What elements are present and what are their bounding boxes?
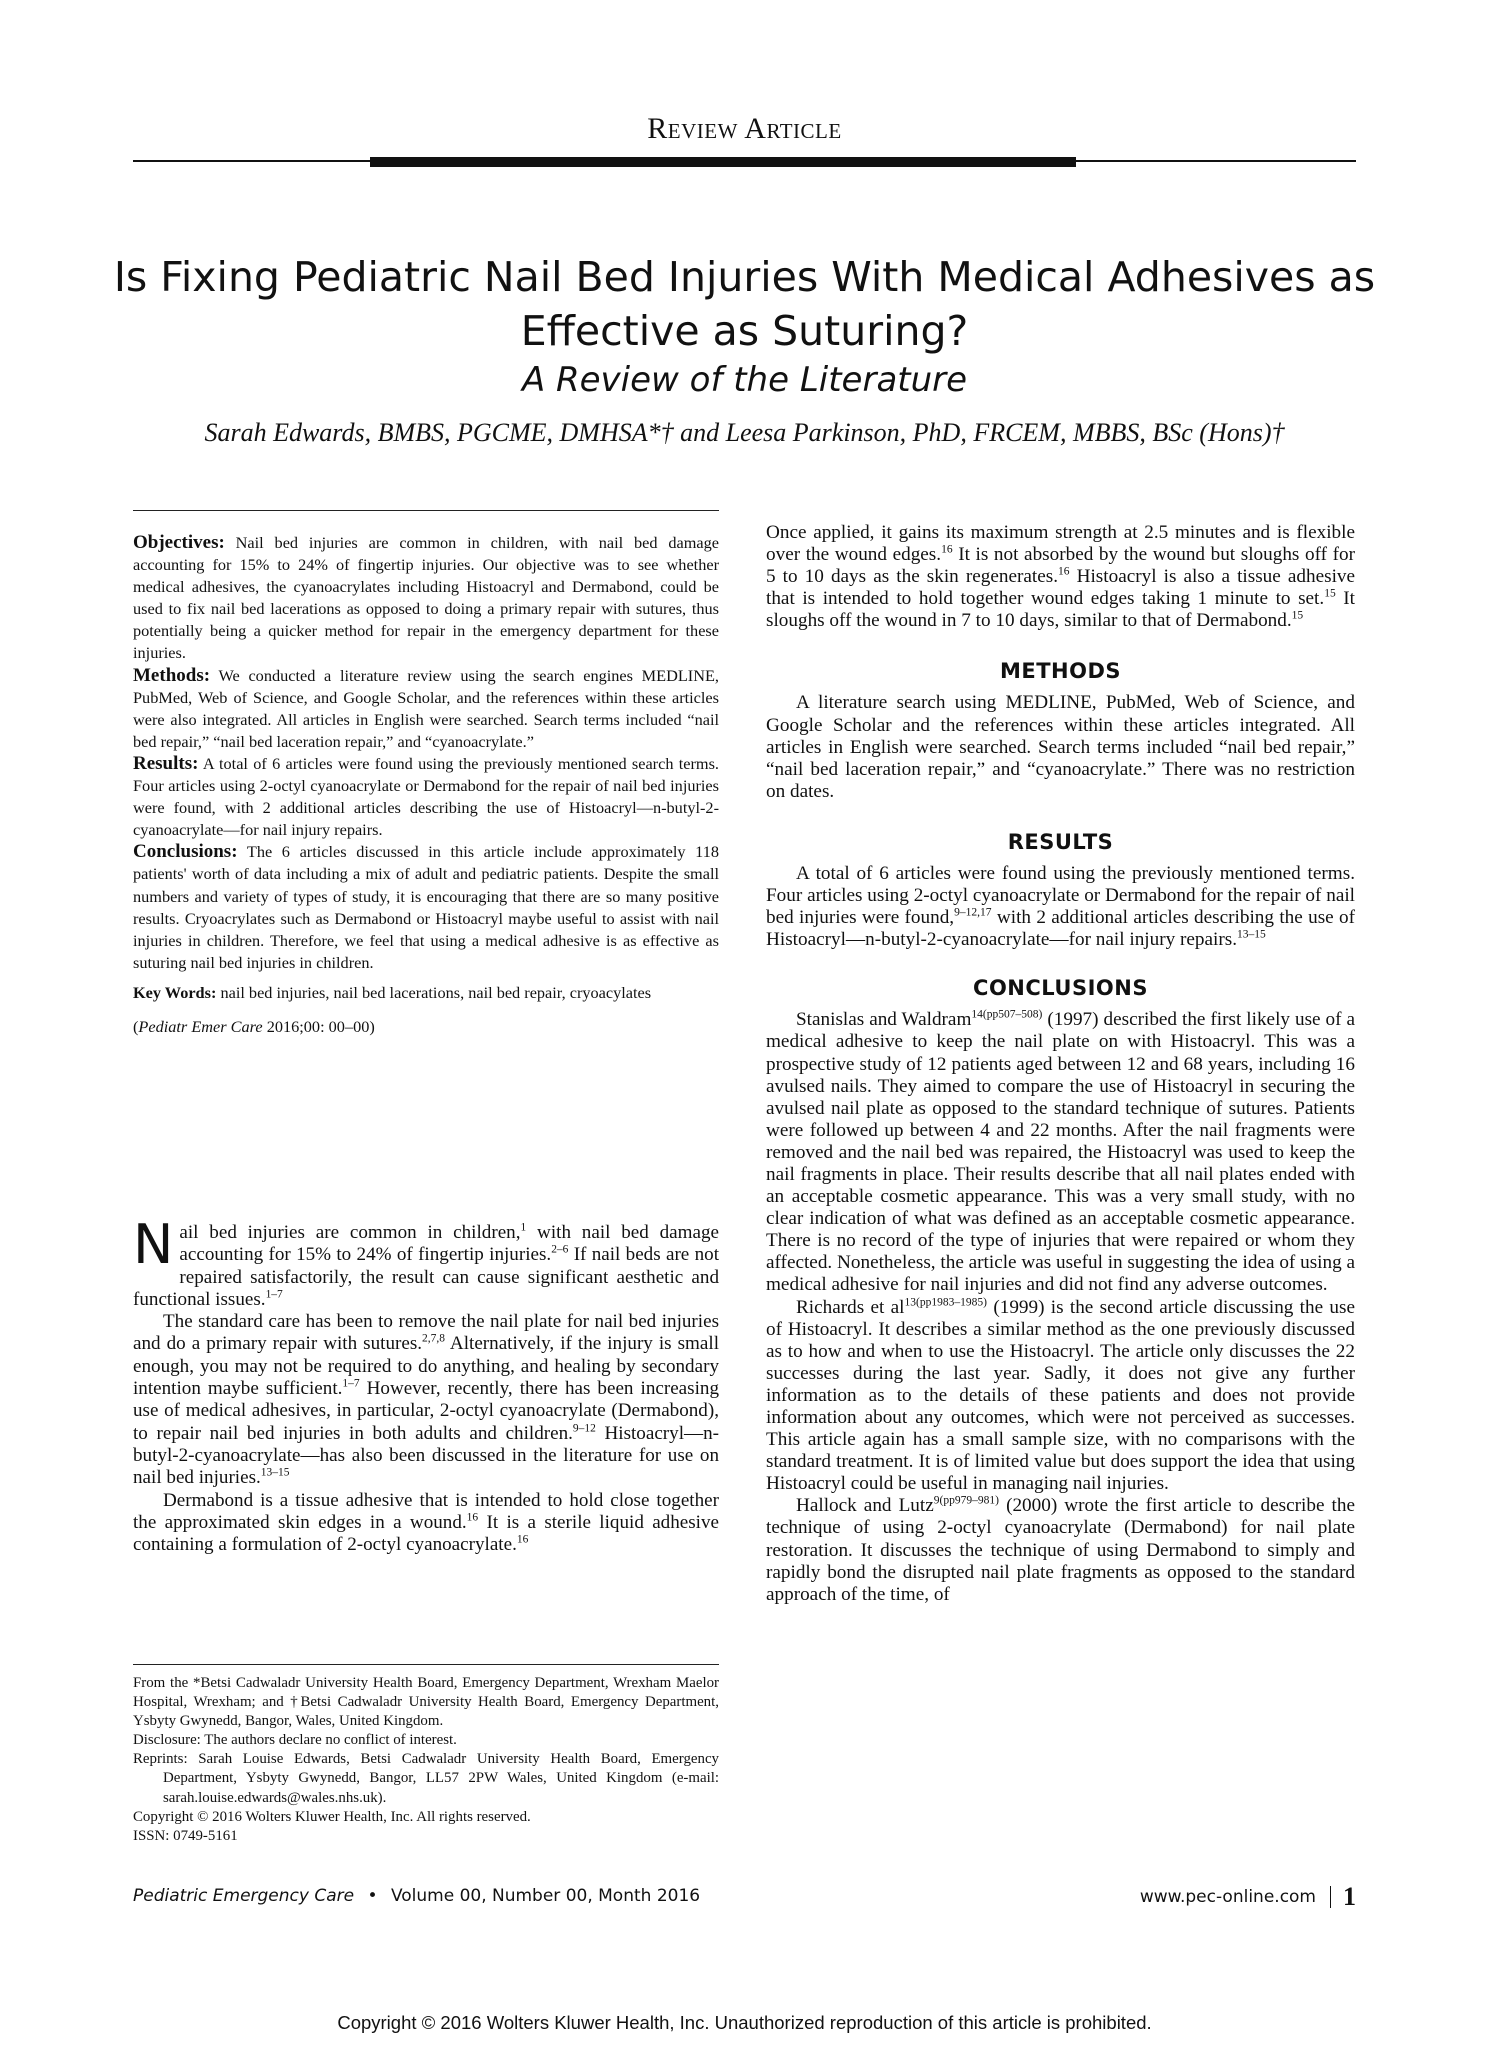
citation-ref: 13–15 <box>1237 928 1266 941</box>
citation-ref: 2,7,8 <box>422 1333 445 1346</box>
footnote-copyright: Copyright © 2016 Wolters Kluwer Health, Inc. All rights reserved. <box>133 1808 531 1825</box>
citation-ref: 16 <box>466 1511 479 1524</box>
footer-bullet: • <box>367 1886 378 1906</box>
body-paragraph <box>133 1490 719 1557</box>
abstract-results <box>133 753 719 841</box>
article-subtitle: A Review of the Literature <box>521 360 968 400</box>
footer-journal-info <box>133 1886 700 1906</box>
journal-issue: Volume 00, Number 00, Month 2016 <box>390 1886 701 1906</box>
body-paragraph <box>766 1495 1355 1605</box>
body-paragraph <box>766 863 1355 951</box>
footnotes <box>133 1674 719 1846</box>
footnote-affiliations: From the *Betsi Cadwaladr University Health Board, Emergency Department, Wrexham Maelor Hospital, Wrexham; and †Betsi Cadwaladr University Health Board, Emergency Department, Ysbyty Gwynedd, Bangor, Wales, United Kingdom. <box>133 1675 719 1730</box>
body-text: It is a sterile liquid adhesive containing a formulation of 2-octyl cyanoacrylate. <box>133 1511 719 1556</box>
body-text: Stanislas and Waldram <box>796 1009 972 1031</box>
citation-ref: 16 <box>1058 565 1070 578</box>
footnote-disclosure: Disclosure: The authors declare no conflict of interest. <box>133 1732 457 1749</box>
body-text: (2000) wrote the first article to describe the technique of using 2-octyl cyanoacrylate (Dermabond) for nail plate restoration. It discusses the technique of using Dermabond to simply and rapidly bond the disrupted nail plate fragments as opposed to the standard approach of the time, of <box>766 1495 1355 1605</box>
citation-ref: 1–7 <box>265 1288 283 1301</box>
abstract-heading: Results: <box>133 752 199 774</box>
body-text: Richards et al <box>796 1296 905 1318</box>
body-text: Dermabond is a tissue adhesive that is intended to hold close together the approximated skin edges in a wound. <box>133 1489 719 1533</box>
abstract-heading: Methods: <box>133 664 211 686</box>
body-text: A total of 6 articles were found using the previously mentioned terms. Four articles using 2-octyl cyanoacrylate or Dermabond for the repair of nail bed injuries were found, <box>766 862 1355 929</box>
body-paragraph <box>766 1297 1355 1496</box>
body-text: The standard care has been to remove the nail plate for nail bed injuries and do a primary repair with sutures. <box>133 1311 719 1355</box>
body-text: Hallock and Lutz <box>796 1495 934 1517</box>
body-text: It sloughs off the wound in 7 to 10 days, similar to that of Dermabond. <box>766 588 1355 632</box>
footnote-rule <box>133 1664 719 1665</box>
keywords <box>133 982 719 1004</box>
body-text: Histoacryl—n-butyl-2-cyanoacrylate—has also been discussed in the literature for use on nail bed injuries. <box>133 1422 720 1489</box>
abstract-text: Nail bed injuries are common in children, with nail bed damage accounting for 15% to 24% of fingertip injuries. Our objective was to see whether medical adhesives, the cyanoacrylates including Histoacryl and Dermabond, could be used to fix nail bed lacerations as opposed to doing a primary repair with sutures, thus potentially being a quicker method for repair in the emergency department for these injuries. <box>133 533 719 663</box>
body-column-left <box>133 1213 720 1556</box>
section-label: Review Article <box>647 112 842 145</box>
author-list: Sarah Edwards, BMBS, PGCME, DMHSA*† and Leesa Parkinson, PhD, FRCEM, MBBS, BSc (Hons)† <box>204 418 1285 447</box>
body-text: However, recently, there has been increasing use of medical adhesives, in particular, 2-octyl cyanoacrylate (Dermabond), to repair nail bed injuries in both adults and children. <box>133 1378 719 1444</box>
abstract-heading: Conclusions: <box>133 841 238 863</box>
keywords-text: nail bed injuries, nail bed lacerations, nail bed repair, cryoacylates <box>220 982 652 1002</box>
keywords-label: Key Words: <box>133 982 217 1002</box>
abstract-methods <box>133 665 719 753</box>
body-text: ail bed injuries are common in children, <box>179 1222 521 1243</box>
citation-ref: 14(pp507–508) <box>971 1008 1043 1021</box>
abstract-heading: Objectives: <box>133 532 225 553</box>
body-paragraph <box>133 1213 719 1311</box>
abstract-text: We conducted a literature review using the search engines MEDLINE, PubMed, Web of Science, and Google Scholar, and the references within these articles were also integrated. All articles in English were searched. Search terms included “nail bed repair,” “nail bed laceration repair,” and “cyanoacrylate.” <box>133 665 719 751</box>
title-line: Is Fixing Pediatric Nail Bed Injuries With Medical Adhesives as <box>113 253 1376 301</box>
body-text: (1999) is the second article discussing the use of Histoacryl. It describes a similar method as the one previously discussed as to how and when to use the Histoacryl. The article only discusses the 22 successes during the last year. Sadly, it does not give any further information as to the details of these patients and does not provide information about any outcomes, which were not perceived as successes. This article again has a small sample size, with no comparisons with the standard treatment. It is of limited value but does support the idea that using Histoacryl could be useful in managing nail injuries. <box>766 1296 1355 1495</box>
body-paragraph <box>766 522 1355 632</box>
citation-ref: 13–15 <box>260 1466 290 1479</box>
title-line: Effective as Suturing? <box>520 307 969 355</box>
body-column-right <box>766 522 1355 1606</box>
abstract-rule <box>133 510 719 511</box>
journal-name: Pediatric Emergency Care <box>133 1886 355 1906</box>
abstract-text: The 6 articles discussed in this article include approximately 118 patients' worth of data including a mix of adult and pediatric patients. Despite the small numbers and variety of types of study, it is encouraging that there are so many positive results. Cryoacrylates such as Dermabond or Histoacryl maybe useful to assist with nail injuries in children. Therefore, we feel that using a medical adhesive is as effective as suturing nail bed injuries in children. <box>133 842 720 972</box>
body-text: Once applied, it gains its maximum strength at 2.5 minutes and is flexible over the wound edges. <box>766 522 1355 566</box>
citation-ref: 15 <box>1291 609 1304 622</box>
section-heading-results: RESULTS <box>1007 829 1114 854</box>
citation: (Pediatr Emer Care 2016;00: 00–00) <box>133 1016 375 1036</box>
citation-journal: Pediatr Emer Care <box>138 1016 263 1036</box>
copyright-banner: Copyright © 2016 Wolters Kluwer Health, Inc. Unauthorized reproduction of this article is prohibited. <box>337 2012 1152 2033</box>
citation-ref: 9(pp979–981) <box>933 1494 999 1507</box>
body-paragraph: A literature search using MEDLINE, PubMed, Web of Science, and Google Scholar and the references within these articles integrated. All articles in English were searched. Search terms included “nail bed repair,” “nail bed laceration repair,” and “cyanoacrylate.” There was no restriction on dates. <box>766 692 1355 802</box>
drop-cap: N <box>133 1213 174 1276</box>
body-text: If nail beds are not repaired satisfactorily, the result can cause significant aesthetic and functional issues. <box>133 1244 719 1310</box>
abstract-conclusions <box>133 841 719 974</box>
body-text: with 2 additional articles describing the use of Histoacryl—n-butyl-2-cyanoacrylate—for nail injury repairs. <box>766 907 1355 951</box>
citation-ref: 16 <box>516 1533 529 1546</box>
citation-ref: 16 <box>941 543 953 556</box>
citation-ref: 1–7 <box>342 1377 360 1390</box>
abstract-text: A total of 6 articles were found using the previously mentioned search terms. Four articles using 2-octyl cyanoacrylate or Dermabond for the repair of nail bed injuries were found, with 2 additional articles describing the use of Histoacryl—n-butyl-2-cyanoacrylate—for nail injury repairs. <box>133 753 720 840</box>
page-number: 1 <box>1343 1882 1356 1911</box>
citation-ref: 13(pp1983–1985) <box>904 1296 988 1309</box>
footer-divider <box>1330 1886 1331 1908</box>
citation-ref: 15 <box>1324 587 1336 600</box>
footnote-reprints: Reprints: Sarah Louise Edwards, Betsi Cadwaladr University Health Board, Emergency Department, Ysbyty Gwynedd, Bangor, LL57 2PW Wales, United Kingdom (e-mail: sarah.louise.edwards@wales.nhs.uk). <box>133 1751 719 1806</box>
body-paragraph <box>133 1311 719 1489</box>
section-heading-conclusions: CONCLUSIONS <box>973 976 1148 1001</box>
citation-ref: 9–12 <box>572 1422 596 1435</box>
page-footer <box>133 1882 1356 1912</box>
abstract <box>133 532 719 1038</box>
body-text: Histoacryl is also a tissue adhesive that is intended to hold together wound edges taking 1 minute to set. <box>766 566 1356 610</box>
citation-ref: 2–6 <box>551 1243 569 1256</box>
citation-ref: 9–12,17 <box>954 906 992 919</box>
website-link[interactable]: www.pec-online.com <box>1139 1887 1316 1907</box>
header-rule-bar <box>370 157 1076 167</box>
article-title <box>100 250 1389 402</box>
body-text: It is not absorbed by the wound but sloughs off for 5 to 10 days as the skin regenerates. <box>766 544 1355 588</box>
citation-details: 2016;00: 00–00) <box>262 1016 375 1036</box>
body-text: Alternatively, if the injury is small enough, you may not be required to do anything, and healing by secondary intention maybe sufficient. <box>133 1333 719 1400</box>
section-heading-methods: METHODS <box>999 659 1122 684</box>
body-paragraph <box>766 1009 1355 1296</box>
abstract-objectives <box>133 532 719 665</box>
body-text: (1997) described the first likely use of a medical adhesive to keep the nail plate on with Histoacryl. This was a prospective study of 12 patients aged between 12 and 68 years, including 16 avulsed nails. They aimed to compare the use of Histoacryl in securing the avulsed nail plate as opposed to the standard technique of sutures. Patients were followed up between 4 and 22 months. After the nail fragments were removed and the nail bed was repaired, the Histoacryl was used to keep the nail fragments in place. Their results describe that all nail plates ended with an acceptable cosmetic appearance. This was a very small study, with no clear indication of what was defined as an acceptable cosmetic appearance. There is no record of the type of injuries that were repaired or whom they affected. Nonetheless, the article was useful in suggesting the idea of using a medical adhesive for nail injuries and did not find any adverse outcomes. <box>766 1009 1356 1296</box>
body-text: with nail bed damage accounting for 15% to 24% of fingertip injuries. <box>179 1222 719 1266</box>
footnote-issn: ISSN: 0749-5161 <box>133 1827 238 1844</box>
citation-ref: 1 <box>520 1221 527 1234</box>
footer-right <box>1140 1882 1356 1912</box>
